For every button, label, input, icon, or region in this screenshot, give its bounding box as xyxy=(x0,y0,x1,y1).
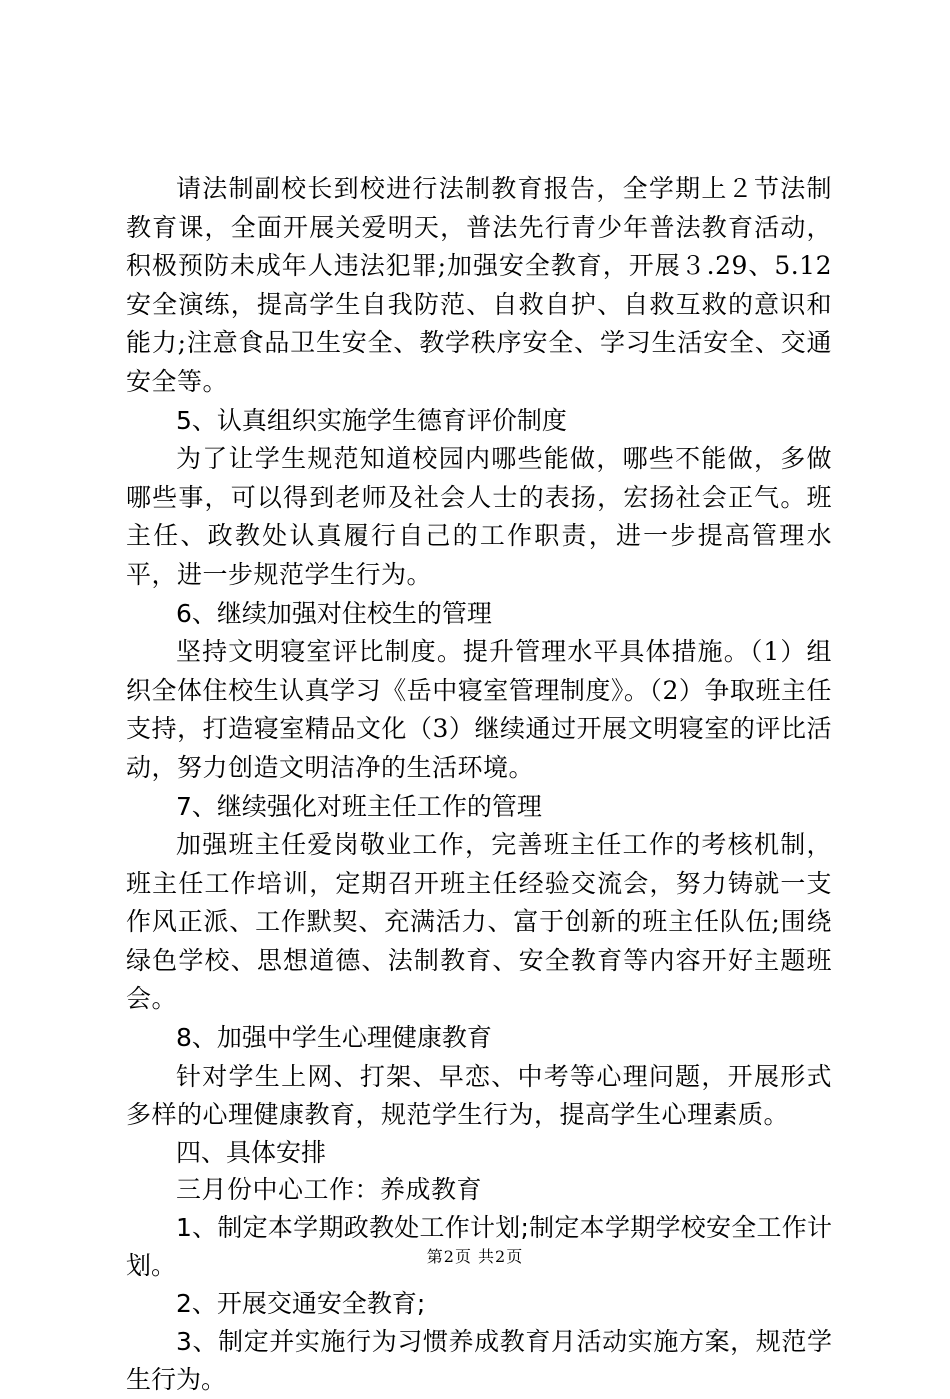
paragraph-item-6: 坚持文明寝室评比制度。提升管理水平具体措施。（1）组织全体住校生认真学习《岳中寝室管理制度》。（2）争取班主任支持，打造寝室精品文化（3）继续通过开展文明寝室的评比活动，努力创造文明洁净的生活环境。 xyxy=(126,637,832,782)
heading-section-4: 四、具体安排 xyxy=(176,1137,327,1167)
heading-item-7: 7、继续强化对班主任工作的管理 xyxy=(176,791,542,821)
list-item-1: 1、制定本学期政教处工作计划;制定本学期学校安全工作计划。 xyxy=(126,1213,832,1281)
page-number-label: 第2页 共2页 xyxy=(426,1247,524,1266)
list-item-2: 2、开展交通安全教育; xyxy=(176,1289,426,1319)
paragraph-safety-education: 请法制副校长到校进行法制教育报告，全学期上２节法制教育课，全面开展关爱明天，普法先行青少年普法教育活动，积极预防未成年人违法犯罪;加强安全教育，开展３.29、5.12安全演练，提高学生自我防范、自救自护、自救互救的意识和能力;注意食品卫生安全、教学秩序安全、学习生活安全、交通安全等。 xyxy=(126,174,832,396)
heading-item-6: 6、继续加强对住校生的管理 xyxy=(176,598,492,628)
list-item-3: 3、制定并实施行为习惯养成教育月活动实施方案，规范学生行为。 xyxy=(126,1327,832,1395)
paragraph-item-5: 为了让学生规范知道校园内哪些能做，哪些不能做，多做哪些事，可以得到老师及社会人士的表扬，宏扬社会正气。班主任、政教处认真履行自己的工作职责，进一步提高管理水平，进一步规范学生行为。 xyxy=(126,444,832,589)
paragraph-item-8: 针对学生上网、打架、早恋、中考等心理问题，开展形式多样的心理健康教育，规范学生行为，提高学生心理素质。 xyxy=(126,1061,832,1130)
page-footer xyxy=(0,1244,950,1267)
paragraph-item-7: 加强班主任爱岗敬业工作，完善班主任工作的考核机制，班主任工作培训，定期召开班主任经验交流会，努力铸就一支作风正派、工作默契、充满活力、富于创新的班主任队伍;围绕绿色学校、思想道德、法制教育、安全教育等内容开好主题班会。 xyxy=(126,830,832,1014)
paragraph-march-focus: 三月份中心工作：养成教育 xyxy=(176,1174,483,1204)
heading-item-5: 5、认真组织实施学生德育评价制度 xyxy=(176,405,567,435)
heading-item-8: 8、加强中学生心理健康教育 xyxy=(176,1023,492,1053)
document-body xyxy=(126,170,832,1399)
